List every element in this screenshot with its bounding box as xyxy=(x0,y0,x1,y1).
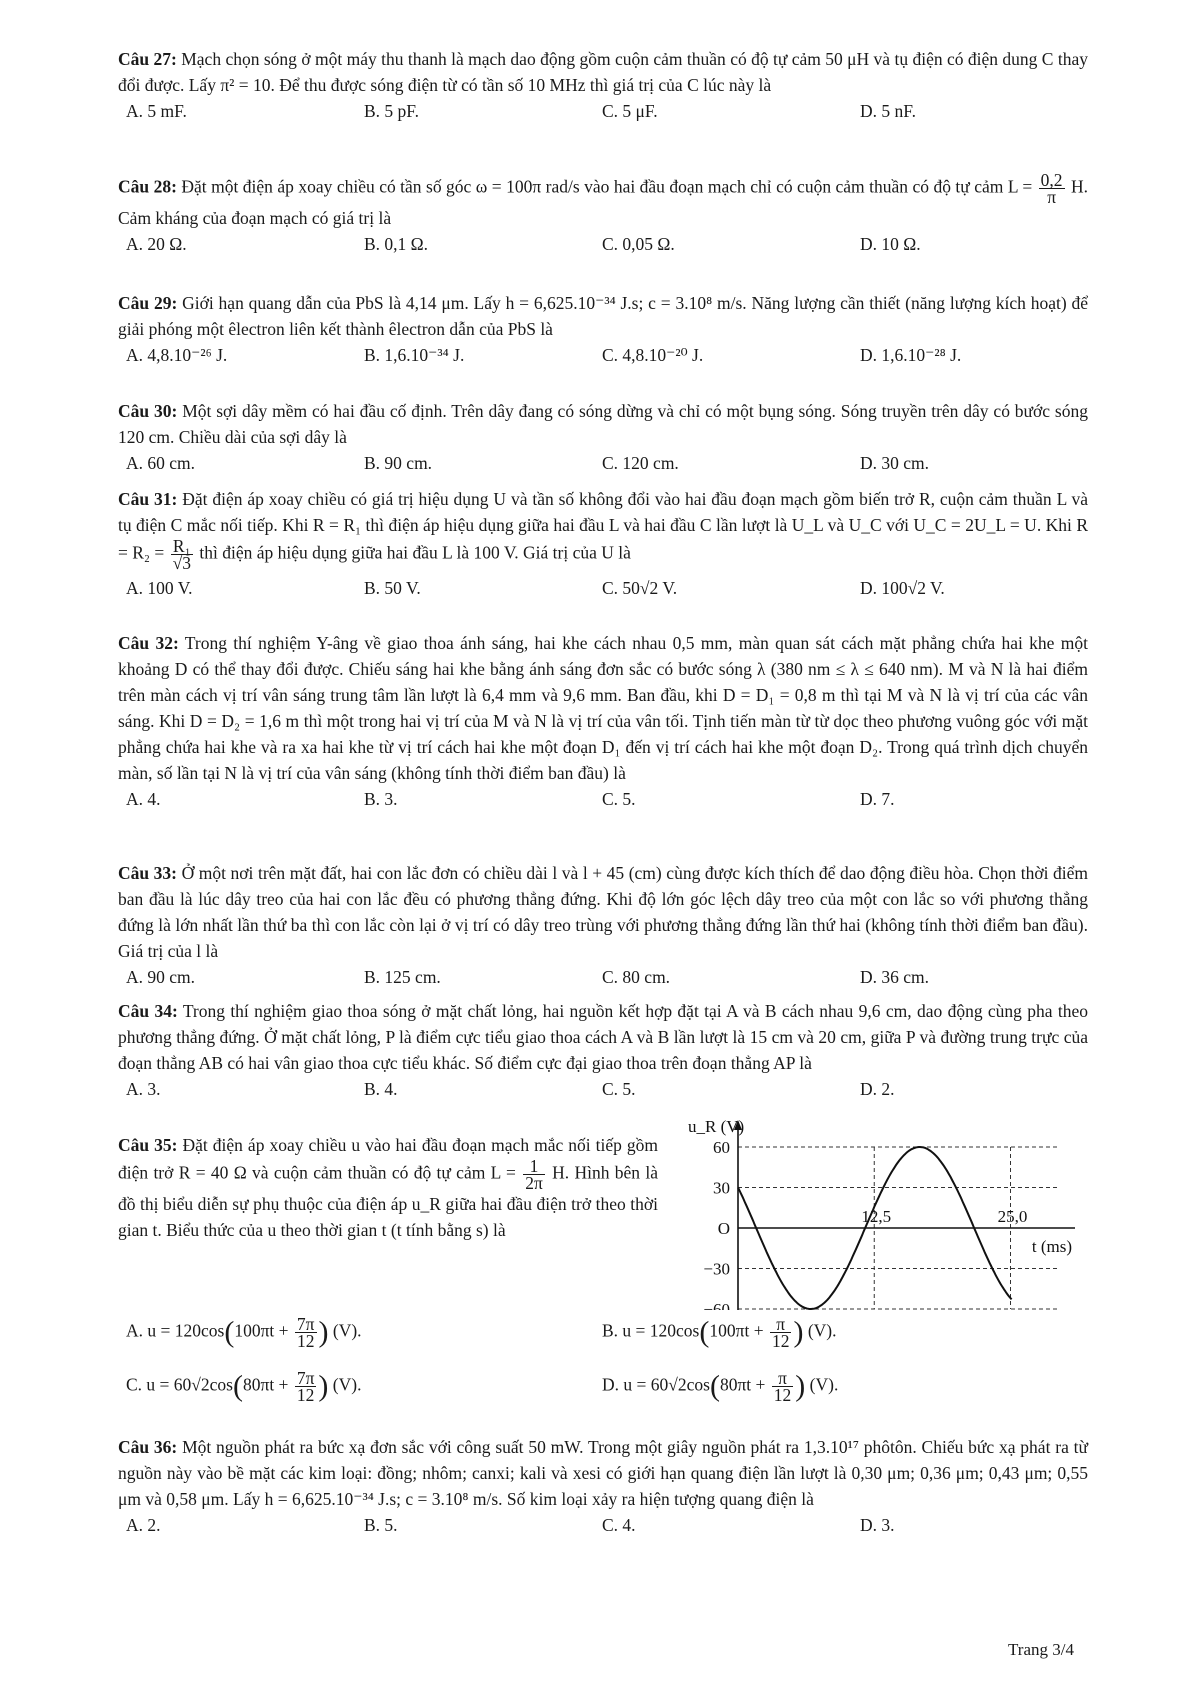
question-text: Một nguồn phát ra bức xạ đơn sắc với công suất 50 mW. Trong một giây nguồn phát ra 1,3.10¹⁷ phôtôn. Chiếu bức xạ phát ra từ nguồn này vào bề mặt các kim loại: đồng; nhôm; canxi; kali và xesi có giới hạn quang điện lần lượt là 0,30 μm; 0,36 μm; 0,43 μm; 0,55 μm và 0,58 μm. Lấy h = 6,625.10⁻³⁴ J.s; c = 3.10⁸ m/s. Số kim loại xảy ra hiện tượng quang điện là xyxy=(118,1437,1088,1509)
fraction-denominator: 12 xyxy=(773,1385,792,1405)
option-b[interactable] xyxy=(602,1316,837,1349)
option-b[interactable]: B. 0,1 Ω. xyxy=(364,234,429,254)
option-a-unit: (V). xyxy=(332,1320,362,1341)
question-text: Đặt một điện áp xoay chiều có tần số góc ω = 100π rad/s vào hai đầu đoạn mạch chỉ có cuộn cảm thuần có độ tự cảm L = xyxy=(181,176,1033,197)
option-c[interactable] xyxy=(126,1370,361,1403)
fraction-denominator: √3 xyxy=(172,553,191,573)
question-35-options xyxy=(118,1316,1088,1436)
option-b-argument: 100πt + xyxy=(709,1320,764,1341)
paren-right: ) xyxy=(318,1315,329,1349)
option-c[interactable]: C. 80 cm. xyxy=(602,967,671,987)
option-a[interactable]: A. 5 mF. xyxy=(126,101,187,121)
option-a[interactable]: A. 90 cm. xyxy=(126,967,196,987)
option-a[interactable]: A. 2. xyxy=(126,1515,161,1535)
option-d[interactable]: D. 10 Ω. xyxy=(860,234,921,254)
option-c[interactable]: C. 4,8.10⁻²⁰ J. xyxy=(602,345,704,365)
fraction-numerator: π xyxy=(770,1316,792,1333)
question-text-end: H. Cảm kháng của đoạn mạch có giá trị là xyxy=(118,176,1089,228)
options-row xyxy=(118,98,1088,126)
fraction-numerator: 0,2 xyxy=(1040,170,1063,190)
option-d[interactable]: D. 30 cm. xyxy=(860,453,930,473)
option-a[interactable]: A. 60 cm. xyxy=(126,453,196,473)
question-34 xyxy=(118,998,1088,1104)
question-text: Đặt điện áp xoay chiều có giá trị hiệu dụng U và tần số không đổi vào hai đầu đoạn mạch gồm biến trở R, cuộn cảm thuần L và tụ điện C mắc nối tiếp. Khi R = R₁ thì điện áp hiệu dụng giữa hai đầu L và hai đầu C lần lượt là U_L và U_C với U_C = 2U_L = U. Khi R = R₂ = xyxy=(118,489,1089,563)
option-d-unit: (V). xyxy=(809,1374,839,1395)
option-a[interactable]: A. 3. xyxy=(126,1079,161,1099)
question-text: Mạch chọn sóng ở một máy thu thanh là mạch dao động gồm cuộn cảm thuần có độ tự cảm 50 μH và tụ điện có điện dung C thay đổi được. Lấy π² = 10. Để thu được sóng điện từ có tần số 10 MHz thì giá trị của C lúc này là xyxy=(118,49,1088,95)
question-29 xyxy=(118,290,1088,370)
fraction-numerator: 7π xyxy=(296,1368,315,1388)
option-a[interactable] xyxy=(126,1316,362,1349)
fraction-numerator: π xyxy=(772,1370,794,1387)
question-text: Một sợi dây mềm có hai đầu cố định. Trên dây đang có sóng dừng và chỉ có một bụng sóng. Sóng truyền trên dây có bước sóng 120 cm. Chiều dài của sợi dây là xyxy=(118,401,1088,447)
fraction-denominator: 12 xyxy=(296,1331,315,1351)
question-label: Câu 32: xyxy=(118,633,179,653)
question-text-end: thì điện áp hiệu dụng giữa hai đầu L là 100 V. Giá trị của U là xyxy=(199,542,631,563)
question-28 xyxy=(118,172,1088,259)
question-label: Câu 27: xyxy=(118,49,177,69)
y-tick-label: O xyxy=(717,1219,730,1238)
option-c[interactable]: C. 50√2 V. xyxy=(602,578,678,598)
question-label: Câu 34: xyxy=(118,1001,178,1021)
option-c[interactable]: C. 4. xyxy=(602,1515,636,1535)
y-tick-label: 30 xyxy=(713,1178,730,1198)
fraction-numerator: R₁ xyxy=(171,538,193,555)
option-b[interactable]: B. 125 cm. xyxy=(364,967,441,987)
paren-right: ) xyxy=(795,1369,806,1403)
question-label: Câu 30: xyxy=(118,401,178,421)
x-tick-label: 12,5 xyxy=(861,1207,892,1226)
fraction-denominator: 12 xyxy=(296,1385,315,1405)
option-a[interactable]: A. 100 V. xyxy=(126,578,193,598)
question-text: Trong thí nghiệm Y-âng về giao thoa ánh sáng, hai khe cách nhau 0,5 mm, màn quan sát cách mặt phẳng chứa hai khe một khoảng D có thể thay đổi được. Chiếu sáng hai khe bằng ánh sáng đơn sắc có bước sóng λ (380 nm ≤ λ ≤ 640 nm). M và N là hai điểm trên màn cách vị trí vân sáng trung tâm lần lượt là 6,4 mm và 9,6 mm. Ban đầu, khi D = D₁ = 0,8 m thì tại M và N là vị trí của các vân sáng. Khi D = D₂ = 1,6 m thì một trong hai vị trí của M và N là vị trí của vân tối. Tịnh tiến màn từ từ dọc theo phương vuông góc với mặt phẳng chứa hai khe và ra xa hai khe từ vị trí cách hai khe một đoạn D₁ đến vị trí cách hai khe một đoạn D₂. Trong quá trình dịch chuyển màn, số lần tại N là vị trí của vân sáng (không tính thời điểm ban đầu) là xyxy=(118,633,1088,783)
option-d[interactable]: D. 1,6.10⁻²⁸ J. xyxy=(860,345,962,365)
fraction-numerator: 1 xyxy=(523,1158,545,1175)
option-c[interactable]: C. 0,05 Ω. xyxy=(602,234,675,254)
option-b[interactable]: B. 3. xyxy=(364,789,398,809)
y-tick-label: −30 xyxy=(703,1259,730,1279)
paren-right: ) xyxy=(793,1315,804,1349)
option-b[interactable]: B. 4. xyxy=(364,1079,398,1099)
y-axis-label: u_R (V) xyxy=(688,1117,745,1136)
question-label: Câu 28: xyxy=(118,176,177,197)
option-b[interactable]: B. 1,6.10⁻³⁴ J. xyxy=(364,345,465,365)
fraction-denominator: 12 xyxy=(771,1331,790,1351)
options-row xyxy=(118,786,1088,814)
options-row xyxy=(118,342,1088,370)
option-d[interactable]: D. 5 nF. xyxy=(860,101,916,121)
x-tick-label: 25,0 xyxy=(997,1207,1028,1226)
fraction xyxy=(772,1370,794,1403)
option-a[interactable]: A. 20 Ω. xyxy=(126,234,187,254)
graph-svg xyxy=(680,1110,1080,1310)
inductance-prefix: L = xyxy=(490,1162,516,1183)
fraction-denominator: 2π xyxy=(525,1173,543,1193)
options-row xyxy=(118,1076,1088,1104)
option-a[interactable]: A. 4,8.10⁻²⁶ J. xyxy=(126,345,228,365)
fraction xyxy=(523,1158,545,1191)
option-a[interactable]: A. 4. xyxy=(126,789,161,809)
options-row xyxy=(118,1512,1088,1540)
option-c[interactable]: C. 5 μF. xyxy=(602,101,658,121)
options-row xyxy=(118,964,1088,992)
option-c[interactable]: C. 5. xyxy=(602,789,636,809)
paren-right: ) xyxy=(318,1369,329,1403)
option-c[interactable]: C. 5. xyxy=(602,1079,636,1099)
option-a-argument: 100πt + xyxy=(234,1320,289,1341)
option-d-argument: 80πt + xyxy=(719,1374,766,1395)
option-c[interactable]: C. 120 cm. xyxy=(602,453,679,473)
option-d-prefix: D. u = 60√2cos xyxy=(602,1374,710,1395)
page-number: Trang 3/4 xyxy=(1008,1640,1074,1659)
option-b[interactable]: B. 5 pF. xyxy=(364,101,420,121)
option-b[interactable]: B. 5. xyxy=(364,1515,398,1535)
fraction xyxy=(1039,172,1065,205)
options-row xyxy=(118,450,1088,478)
question-35 xyxy=(118,1132,658,1243)
option-c-prefix: C. u = 60√2cos xyxy=(126,1374,233,1395)
question-label: Câu 35: xyxy=(118,1135,178,1155)
paren-left: ( xyxy=(709,1369,720,1403)
fraction xyxy=(171,538,193,571)
option-b-unit: (V). xyxy=(807,1320,837,1341)
option-b-prefix: B. u = 120cos xyxy=(602,1320,700,1341)
option-b[interactable]: B. 90 cm. xyxy=(364,453,433,473)
option-d[interactable] xyxy=(602,1370,838,1403)
option-c-unit: (V). xyxy=(332,1374,362,1395)
question-text: Ở một nơi trên mặt đất, hai con lắc đơn có chiều dài l và l + 45 (cm) cùng được kích thích để dao động điều hòa. Chọn thời điểm ban đầu là lúc dây treo của hai con lắc đều có phương thẳng đứng. Khi độ lớn góc lệch dây treo của một con lắc so với phương thẳng đứng là lớn nhất lần thứ ba thì con lắc còn lại ở vị trí có dây treo trùng với phương thẳng đứng lần thứ hai (không tính thời điểm ban đầu). Giá trị của l là xyxy=(118,863,1089,961)
question-31 xyxy=(118,486,1088,603)
options-row xyxy=(118,575,1088,603)
question-text: Trong thí nghiệm giao thoa sóng ở mặt chất lỏng, hai nguồn kết hợp đặt tại A và B cách nhau 9,6 cm, dao động cùng pha theo phương thẳng đứng. Ở mặt chất lỏng, P là điểm cực tiểu giao thoa cách A và B lần lượt là 15 cm và 20 cm, giữa P và đường trung trực của đoạn thẳng AB có hai vân giao thoa cực tiểu khác. Số điểm cực đại giao thoa trên đoạn thẳng AP là xyxy=(118,1001,1088,1073)
question-36 xyxy=(118,1434,1088,1540)
question-label: Câu 31: xyxy=(118,489,178,509)
paren-left: ( xyxy=(699,1315,710,1349)
y-tick-label: −60 xyxy=(703,1300,730,1310)
paren-left: ( xyxy=(232,1369,243,1403)
question-27 xyxy=(118,46,1088,126)
voltage-time-graph xyxy=(680,1110,1080,1310)
option-d[interactable]: D. 2. xyxy=(860,1079,895,1099)
question-label: Câu 29: xyxy=(118,293,178,313)
x-axis-label: t (ms) xyxy=(1031,1237,1072,1256)
option-d[interactable]: D. 3. xyxy=(860,1515,895,1535)
option-d[interactable]: D. 36 cm. xyxy=(860,967,930,987)
paren-left: ( xyxy=(224,1315,235,1349)
question-32 xyxy=(118,630,1088,814)
question-label: Câu 33: xyxy=(118,863,178,883)
question-30 xyxy=(118,398,1088,478)
fraction-denominator: π xyxy=(1047,187,1057,207)
y-tick-label: 60 xyxy=(713,1138,730,1157)
option-b[interactable]: B. 50 V. xyxy=(364,578,421,598)
option-c-argument: 80πt + xyxy=(242,1374,289,1395)
option-a-prefix: A. u = 120cos xyxy=(126,1320,225,1341)
fraction-numerator: 7π xyxy=(296,1314,315,1334)
question-text: Giới hạn quang dẫn của PbS là 4,14 μm. Lấy h = 6,625.10⁻³⁴ J.s; c = 3.10⁸ m/s. Năng lượng cần thiết (năng lượng kích hoạt) để giải phóng một êlectron liên kết thành êlectron dẫn của PbS là xyxy=(118,293,1089,339)
question-label: Câu 36: xyxy=(118,1437,178,1457)
question-text-end: H. Hình bên là đồ thị biểu diễn sự phụ thuộc của điện áp u_R giữa hai đầu điện trở theo thời gian t. Biểu thức của u theo thời gian t (t tính bằng s) là xyxy=(118,1162,659,1240)
question-33 xyxy=(118,860,1088,992)
fraction xyxy=(770,1316,792,1349)
question-text: Đặt điện áp xoay chiều u vào hai đầu đoạn mạch mắc nối tiếp gồm điện trở R = 40 Ω và cuộn cảm thuần có độ tự cảm xyxy=(118,1135,659,1183)
fraction xyxy=(295,1370,317,1403)
options-row xyxy=(118,231,1088,259)
option-d[interactable]: D. 7. xyxy=(860,789,895,809)
fraction xyxy=(295,1316,317,1349)
option-d[interactable]: D. 100√2 V. xyxy=(860,578,945,598)
